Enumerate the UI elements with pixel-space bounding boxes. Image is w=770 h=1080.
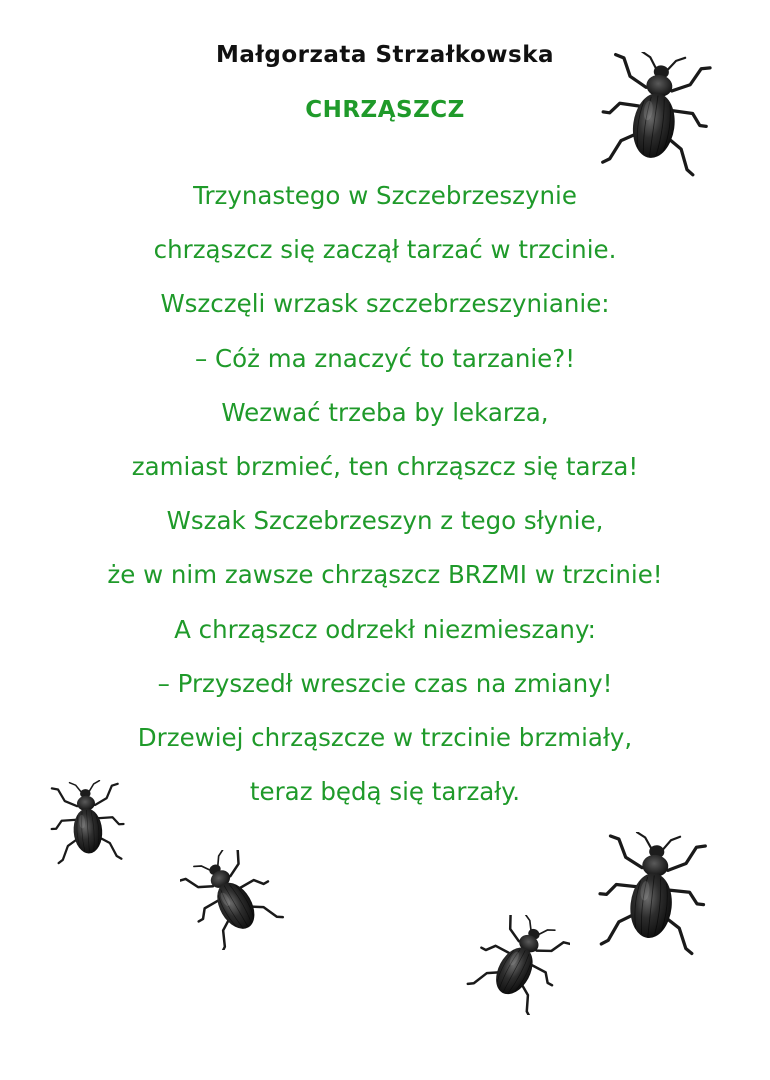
poem-line: chrząszcz się zaczął tarzać w trzcinie. <box>153 235 617 265</box>
poem-line: – Przyszedł wreszcie czas na zmiany! <box>157 668 613 698</box>
poem-line: Wszak Szczebrzeszyn z tego słynie, <box>166 506 604 536</box>
poem-line: teraz będą się tarzały. <box>249 777 521 807</box>
beetle-icon <box>180 850 285 950</box>
poem-line: – Cóż ma znaczyć to tarzanie?! <box>194 343 576 373</box>
beetle-icon <box>465 915 570 1015</box>
poem-line: Wezwać trzeba by lekarza, <box>221 397 549 427</box>
poem-line: Trzynastego w Szczebrzeszynie <box>193 181 577 210</box>
poem-line: że w nim zawsze chrząszcz BRZMI w trzcinie! <box>107 560 663 590</box>
beetle-icon <box>40 780 135 870</box>
author-name: Małgorzata Strzałkowska <box>215 42 555 68</box>
poem-title: CHRZĄSZCZ <box>305 97 465 123</box>
beetle-icon <box>582 832 722 962</box>
poem-line: Drzewiej chrząszcze w trzcinie brzmiały, <box>137 722 633 752</box>
poem-line: A chrząszcz odrzekł niezmieszany: <box>174 614 596 644</box>
poem-text <box>0 176 770 826</box>
poem-line: zamiast brzmieć, ten chrząszcz się tarza! <box>131 451 639 481</box>
beetle-icon <box>585 52 725 182</box>
poem-line: Wszczęli wrzask szczebrzeszynianie: <box>160 289 610 319</box>
